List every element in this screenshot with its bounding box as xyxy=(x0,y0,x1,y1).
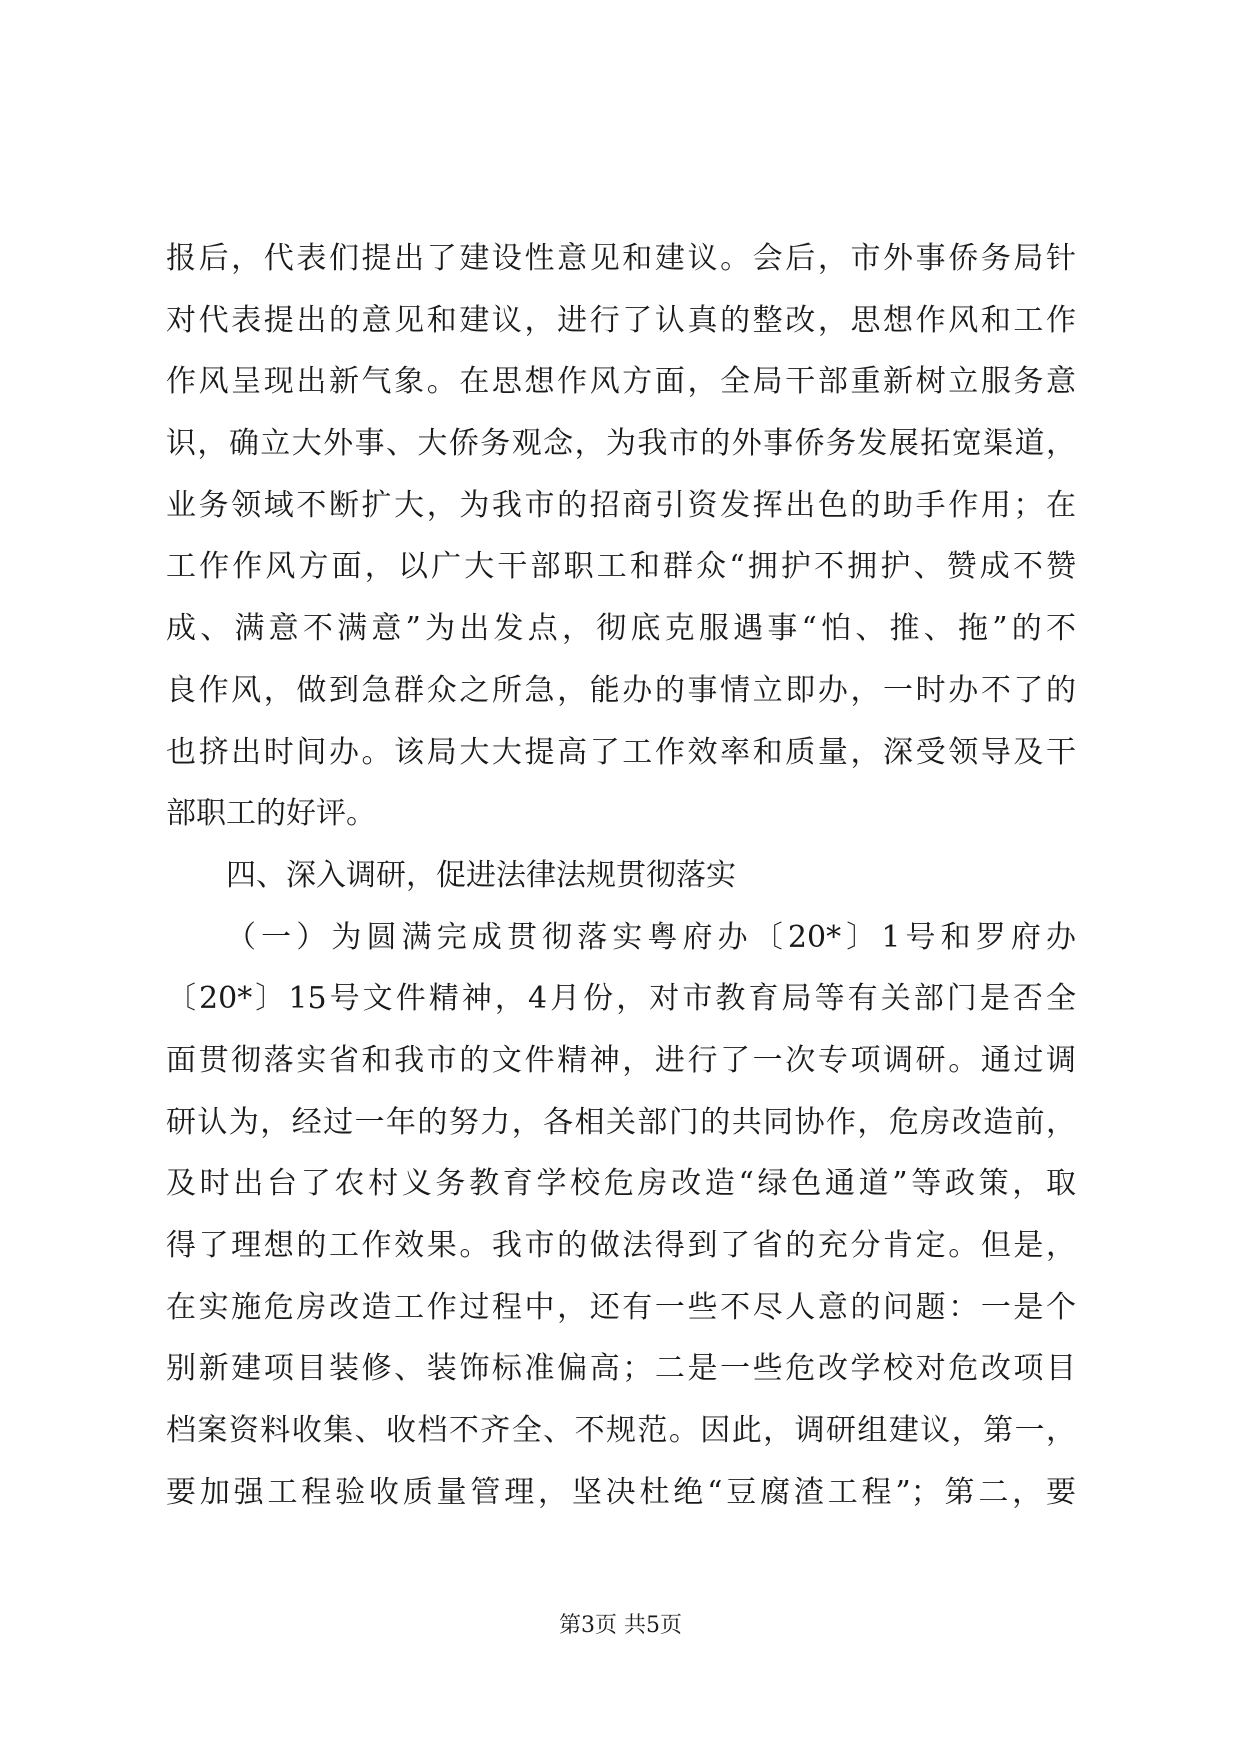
body-line: 在实施危房改造工作过程中，还有一些不尽人意的问题：一是个 xyxy=(166,1289,1076,1325)
body-line: 作风呈现出新气象。在思想作风方面，全局干部重新树立服务意 xyxy=(166,364,1076,400)
body-line: 别新建项目装修、装饰标准偏高；二是一些危改学校对危改项目 xyxy=(166,1351,1076,1387)
body-line: 也挤出时间办。该局大大提高了工作效率和质量，深受领导及干 xyxy=(166,734,1076,770)
body-line: 面贯彻落实省和我市的文件精神，进行了一次专项调研。通过调 xyxy=(166,1042,1076,1078)
body-line: 得了理想的工作效果。我市的做法得到了省的充分肯定。但是， xyxy=(166,1228,1076,1263)
body-line: （一）为圆满完成贯彻落实粤府办〔20*〕1号和罗府办 xyxy=(226,919,1076,955)
body-line: 业务领域不断扩大，为我市的招商引资发挥出色的助手作用；在 xyxy=(166,487,1076,523)
body-line: 成、满意不满意”为出发点，彻底克服遇事“怕、推、拖”的不 xyxy=(166,611,1076,647)
document-body xyxy=(166,228,1076,1523)
body-line: 及时出台了农村义务教育学校危房改造“绿色通道”等政策，取 xyxy=(166,1166,1076,1202)
body-line: 良作风，做到急群众之所急，能办的事情立即办，一时办不了的 xyxy=(166,672,1076,708)
section-heading: 四、深入调研，促进法律法规贯彻落实 xyxy=(226,857,736,893)
body-line: 档案资料收集、收档不齐全、不规范。因此，调研组建议，第一， xyxy=(166,1413,1076,1449)
body-line: 识，确立大外事、大侨务观念，为我市的外事侨务发展拓宽渠道， xyxy=(166,426,1076,462)
body-line: 研认为，经过一年的努力，各相关部门的共同协作，危房改造前， xyxy=(166,1104,1076,1140)
body-line: 工作作风方面，以广大干部职工和群众“拥护不拥护、赞成不赞 xyxy=(166,549,1076,585)
body-line: 对代表提出的意见和建议，进行了认真的整改，思想作风和工作 xyxy=(166,302,1076,338)
body-line: 〔20*〕15号文件精神，4月份，对市教育局等有关部门是否全 xyxy=(166,981,1076,1017)
body-line: 部职工的好评。 xyxy=(166,796,376,832)
page-footer: 第3页 共5页 xyxy=(559,1613,682,1638)
body-line: 报后，代表们提出了建设性意见和建议。会后，市外事侨务局针 xyxy=(166,241,1076,276)
body-line: 要加强工程验收质量管理，坚决杜绝“豆腐渣工程”；第二，要 xyxy=(166,1474,1076,1510)
